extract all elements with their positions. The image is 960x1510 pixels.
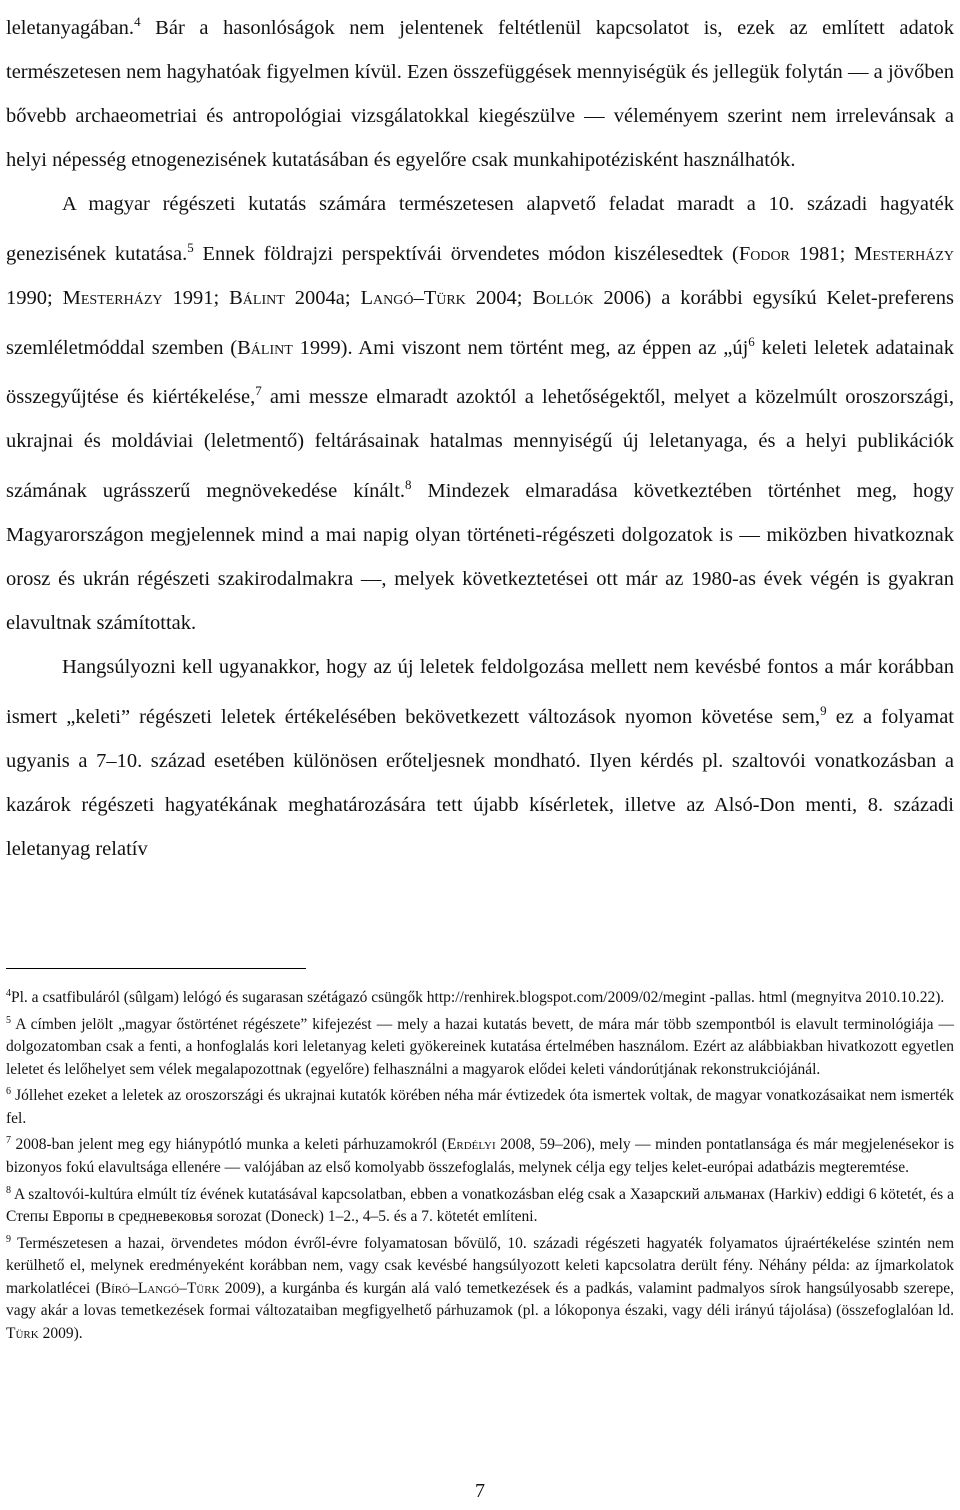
- paragraph-3: Hangsúlyozni kell ugyanakkor, hogy az új leletek feldolgozása mellett nem kevésbé fontos a már korábban ismert „keleti” régészeti leletek értékelésében bekövetkezett változások nyomon követése sem,$^9$ ez a folyamat ugyanis a 7–10. század esetében különösen erőteljesnek mondható. Ilyen kérdés pl. szaltovói vonatkozásban a kazárok régészeti hagyatékának meghatározására tett újabb kísérletek, illetve az Alsó-Don menti, 8. századi leletanyag relatív: [6, 656, 954, 860]
- footnote-ref: 8: [6, 1184, 11, 1196]
- footnote-ref: 4: [134, 14, 141, 29]
- footnote-5: $^5$ A címben jelölt „magyar őstörténet régészete” kifejezést — mely a hazai kutatás bevett, de mára már több szempontból is elavult terminológiája — dolgozatomban csak a fenti, a honfoglalás kori leletanyag keleti gyökereinek kutatása értelmében használom. Ezért az alábbiakban hivatkozott egyetlen leletet és lelőhelyet sem vélek megalapozottnak (egyelőre) felhasználni a magyarok elődei keleti vándorútjának rekonstrukciójánál.: [6, 1014, 954, 1078]
- page-number: 7: [475, 1480, 485, 1502]
- footnote-ref: 7: [6, 1135, 11, 1147]
- footnote-9: $^9$ Természetesen a hazai, örvendetes módon évről-évre folyamatosan bővülő, 10. századi régészeti hagyaték folyamatos újraértékelése szintén nem kerülhető el, melynek eredményeként korábban nem, vagy csak kevésbé hangsúlyozott keleti kapcsolatra derült fény. Néhány példa: az íjmarkolatok markolatlécei (Bíró–Langó–Türk 2009), a kurgánba és kurgán alá való temetkezések és a padkás, valamint padmalyos sírok hangsúlyosabb szerepe, vagy akár a lovas temetkezések formai változataiban megfigyelhető párhuzamok (pl. a lókoponya északi, vagy déli irányú tájolása) (összefoglalóan ld. Türk 2009).: [6, 1233, 954, 1342]
- footnote-6: $^6$ Jóllehet ezeket a leletek az oroszországi és ukrajnai kutatók körében néha már évtizedek óta ismertek voltak, de magyar vonatkozásaikat nem ismerték fel.: [6, 1086, 954, 1127]
- author-name: Langó–Türk: [360, 286, 466, 309]
- footnote-ref: 8: [405, 477, 412, 493]
- footnote-8: $^8$ A szaltovói-kultúra elmúlt tíz évének kutatásával kapcsolatban, ebben a vonatkozásban elég csak a Хазарский альманах (Harkiv) eddigi 6 kötetét, és a Степы Европы в средневековья sorozat (Doneck) 1–2., 4–5. és a 7. kötetét említeni.: [6, 1184, 954, 1226]
- footnote-ref: 9: [820, 703, 827, 719]
- main-text: [6, 0, 954, 871]
- footnote-ref: 9: [6, 1233, 11, 1245]
- author-name: Bálint: [237, 336, 293, 359]
- footnote-ref: 5: [187, 239, 194, 255]
- author-name: Fodor: [738, 242, 790, 265]
- footnote-ref: 5: [6, 1014, 11, 1026]
- author-name: Bíró–Langó–Türk: [100, 1279, 220, 1297]
- footnote-7: $^7$ 2008-ban jelent meg egy hiánypótló munka a keleti párhuzamokról (Erdélyi 2008, 59–206), mely — minden pontatlansága és már megjelenésekor is bizonyos fokú elavultsága ellenére — valójában az első komolyabb összefoglalás, melynek célja egy teljes kelet-európai adatbázis megteremtése.: [6, 1135, 954, 1177]
- paragraph-2: A magyar régészeti kutatás számára természetesen alapvető feladat maradt a 10. századi hagyaték genezisének kutatása.$^5$ Ennek földrajzi perspektívái örvendetes módon kiszélesedtek (Fodor 1981; Mesterházy 1990; Mesterházy 1991; Bálint 2004a; Langó–Türk 2004; Bollók 2006) a korábbi egysíkú Kelet-preferens szemléletmóddal szemben (Bálint 1999). Ami viszont nem történt meg, az éppen az $„új^6$ keleti leletek adatainak összegyűjtése és kiértékelése,$^7$ ami messze elmaradt azoktól a lehetőségektől, melyet a közelmúlt oroszországi, ukrajnai és moldáviai (leletmentő) feltárásainak hatalmas mennyiségű új leletanyaga, és a helyi publikációk számának ugrásszerű megnövekedése kínált.$^8$ Mindezek elmaradása következtében történhet meg, hogy Magyarországon megjelennek mind a mai napig olyan történeti-régészeti dolgozatok is — miközben hivatkoznak orosz és ukrán régészeti szakirodalmakra —, melyek következtetései ott már az 1980-as évek végén is gyakran elavultnak számítottak.: [6, 192, 955, 635]
- footnotes-section: [6, 968, 954, 1345]
- footnote-ref: 6: [6, 1086, 11, 1098]
- author-name: Mesterházy: [854, 242, 954, 265]
- paragraph-1: leletanyagában.$^4$ Bár a hasonlóságok nem jelentenek feltétlenül kapcsolatot is, ezek az említett adatok természetesen nem hagyhatóak figyelmen kívül. Ezen összefüggések mennyiségük és jellegük folytán — a jövőben bővebb archaeometriai és antropológiai vizsgálatokkal kiegészülve — véleményem szerint nem irrelevánsak a helyi népesség etnogenezisének kutatásában és egyelőre csak munkahipotézisként használhatók.: [6, 14, 954, 171]
- footnote-ref: 6: [748, 333, 755, 349]
- author-name: Erdélyi: [446, 1136, 496, 1154]
- footnote-ref: 7: [255, 383, 262, 399]
- author-name: Bálint: [229, 286, 285, 309]
- footnote-ref: 4: [6, 988, 11, 999]
- author-name: Türk: [6, 1324, 39, 1342]
- page-body: [6, 0, 954, 871]
- footnote-4: $^4$Pl. a csatfibuláról (sûlgam) lelógó és sugarasan szétágazó csüngők http://renhirek.blogspot.com/2009/02/megint -pallas. html (megnyitva 2010.10.22).: [6, 988, 945, 1007]
- author-name: Mesterházy: [62, 286, 163, 309]
- author-name: Bollók: [532, 286, 594, 309]
- footnote-separator: [6, 968, 306, 969]
